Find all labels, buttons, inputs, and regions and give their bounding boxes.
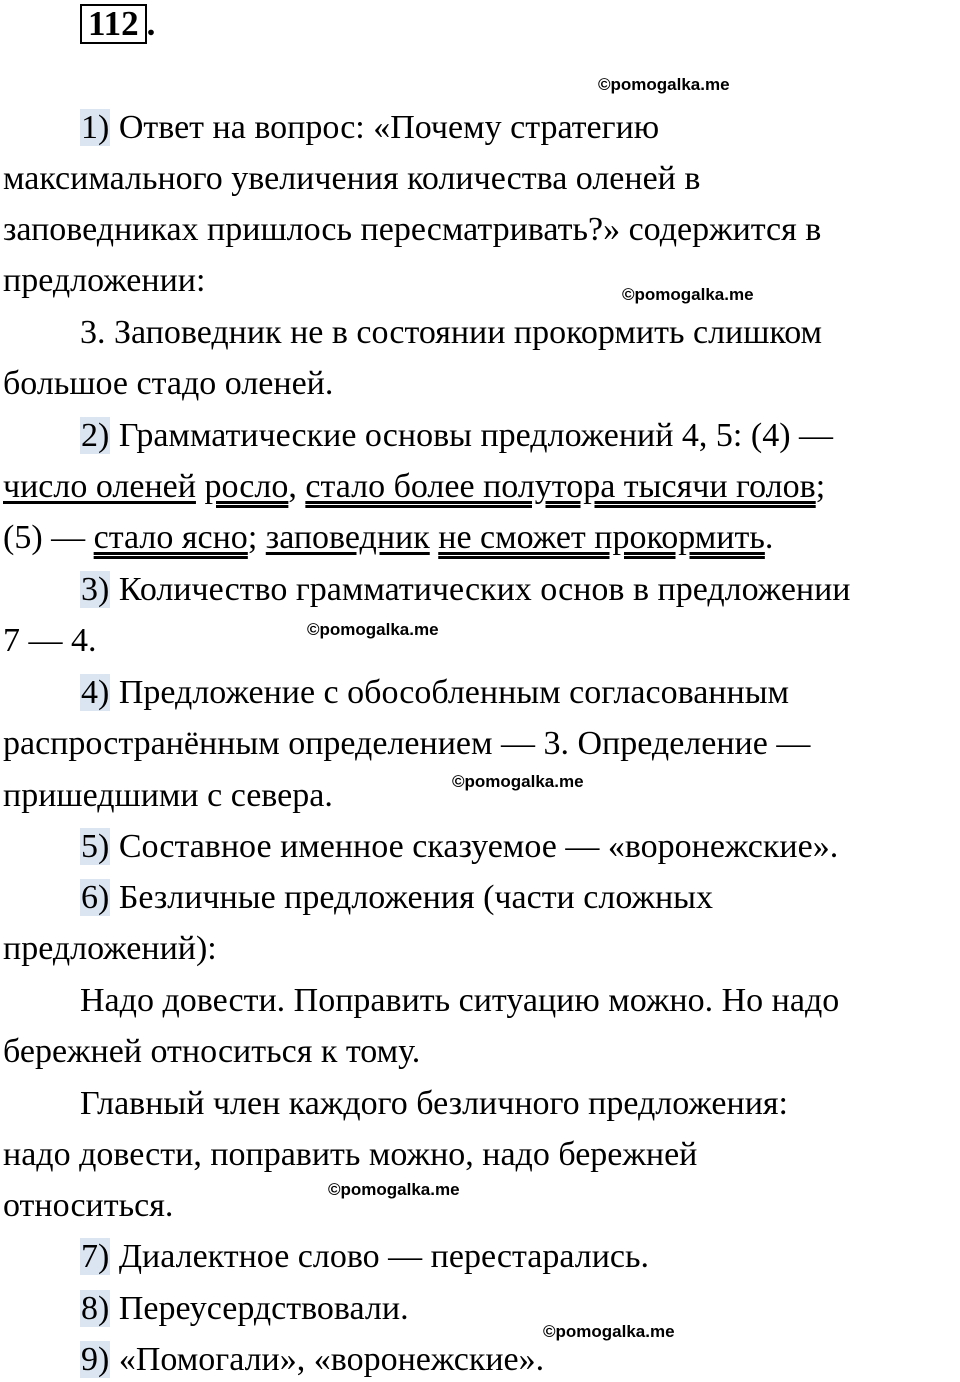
answer-line: Главный член каждого безличного предложения: (80, 1085, 788, 1122)
task-number-dot: . (146, 4, 156, 43)
line-text (430, 519, 439, 556)
item-number: 2) (81, 417, 110, 454)
answer-line: бережней относиться к тому. (3, 1033, 421, 1070)
answer-line: заповедниках пришлось пересматривать?» содержится в (3, 211, 822, 248)
line-text: Предложение с обособленным согласованным (110, 674, 790, 711)
line-text: «Помогали», «воронежские». (110, 1341, 545, 1378)
watermark: ©pomogalka.me (543, 1322, 675, 1341)
item-number: 8) (81, 1290, 110, 1327)
answer-line: предложении: (3, 262, 206, 299)
line-text: , (288, 468, 306, 505)
watermark: ©pomogalka.me (622, 285, 754, 304)
watermark: ©pomogalka.me (328, 1180, 460, 1199)
line-text: (5) — (3, 519, 94, 556)
item-number: 9) (81, 1341, 110, 1378)
line-text: Составное именное сказуемое — «воронежские». (110, 828, 839, 865)
answer-line: 7 — 4. (3, 622, 97, 659)
subject-underlined: заповедник (265, 519, 430, 556)
line-text: Диалектное слово — перестарались. (110, 1238, 649, 1275)
item-number: 5) (81, 828, 110, 865)
answer-line: 3. Заповедник не в состоянии прокормить слишком (80, 314, 823, 351)
answer-line (3, 518, 773, 558)
answer-line (80, 570, 851, 610)
answer-line (80, 416, 833, 456)
answer-line (80, 673, 789, 713)
answer-line (80, 827, 838, 867)
answer-line: максимального увеличения количества оленей в (3, 160, 701, 197)
line-text: ; (815, 468, 826, 505)
answer-line: относиться. (3, 1187, 174, 1224)
answer-line (80, 1237, 649, 1277)
line-text: Безличные предложения (части сложных (110, 879, 713, 916)
answer-line: большое стадо оленей. (3, 365, 334, 402)
watermark: ©pomogalka.me (307, 620, 439, 639)
item-number: 1) (81, 109, 110, 146)
answer-line: распространённым определением — 3. Определение — (3, 725, 811, 762)
line-text: Ответ на вопрос: «Почему стратегию (110, 109, 660, 146)
item-number: 3) (81, 571, 110, 608)
task-number (80, 4, 155, 44)
predicate-underlined: не сможет прокормить (438, 519, 765, 556)
line-text: . (764, 519, 774, 556)
subject-underlined: число оленей (3, 468, 196, 505)
line-text: Переусердствовали. (110, 1290, 409, 1327)
predicate-underlined: росло (204, 468, 289, 505)
item-number: 7) (81, 1238, 110, 1275)
predicate-underlined: стало более полутора тысячи голов (305, 468, 816, 505)
answer-line (80, 878, 713, 918)
watermark: ©pomogalka.me (598, 75, 730, 94)
answer-line: надо довести, поправить можно, надо бережней (3, 1136, 698, 1173)
line-text: Количество грамматических основ в предложении (110, 571, 851, 608)
answer-line (80, 108, 659, 148)
line-text: Грамматические основы предложений 4, 5: (4) — (110, 417, 834, 454)
answer-line: Надо довести. Поправить ситуацию можно. Но надо (80, 982, 840, 1019)
predicate-underlined: стало ясно (93, 519, 248, 556)
line-text: ; (247, 519, 266, 556)
answer-line (80, 1340, 544, 1380)
answer-line: предложений): (3, 930, 217, 967)
task-number-box: 112 (80, 4, 147, 44)
item-number: 6) (81, 879, 110, 916)
item-number: 4) (81, 674, 110, 711)
answer-line (80, 1289, 409, 1329)
answer-line (3, 467, 825, 507)
answer-line: пришедшими с севера. (3, 777, 333, 814)
watermark: ©pomogalka.me (452, 772, 584, 791)
